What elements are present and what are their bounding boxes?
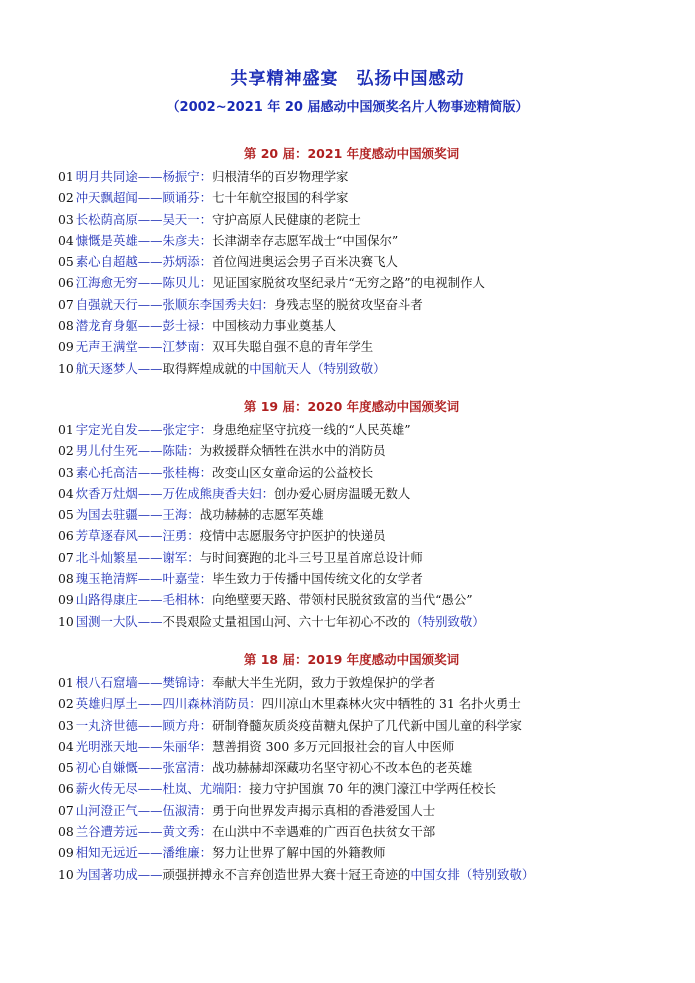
entry-number: 07: [58, 549, 74, 565]
list-item: [0, 483, 678, 504]
section-2021: [0, 144, 695, 379]
entry-number: 04: [58, 232, 74, 248]
entry-name: 杜岚、尤端阳：: [162, 781, 250, 797]
entry-name: 樊锦诗：: [162, 675, 213, 690]
entry-topic: 潜龙育身躯: [75, 318, 138, 334]
entry-number: 08: [58, 318, 74, 334]
entry-topic: 男儿付生死: [75, 443, 138, 459]
entry-tribute: （特别致敬）: [410, 613, 485, 629]
list-item: [0, 736, 678, 757]
list-item: [0, 568, 678, 589]
entry-description: 疫情中志愿服务守护医护的快递员: [199, 528, 386, 544]
entry-description: 归根清华的百岁物理学家: [212, 169, 349, 184]
list-item: [0, 187, 678, 208]
list-item: [0, 209, 678, 230]
entry-description: 见证国家脱贫攻坚纪录片“无穷之路”的电视制作人: [212, 275, 485, 291]
entry-topic: 炊香万灶烟: [75, 485, 138, 501]
entry-name: 张顺东李国秀夫妇：: [162, 296, 275, 312]
entry-name: 谢军：: [162, 549, 200, 565]
entry-topic: 无声王满堂: [75, 339, 138, 355]
section-2019: [0, 650, 695, 885]
entry-separator: ——: [137, 760, 163, 776]
entry-topic: 山路得康庄: [75, 592, 138, 608]
entry-number: 09: [58, 592, 74, 608]
entry-separator: ——: [137, 802, 163, 818]
list-item: [0, 821, 678, 842]
list-item: [0, 547, 678, 568]
entry-number: 02: [58, 696, 74, 712]
entry-description: 身残志坚的脱贫攻坚奋斗者: [274, 296, 423, 312]
entry-number: 01: [58, 675, 74, 690]
entry-separator: ——: [137, 254, 163, 270]
entry-name: 潘维廉：: [162, 845, 213, 861]
entry-separator: ——: [137, 675, 163, 690]
entry-name: 张富清：: [162, 760, 213, 776]
entry-separator: ——: [137, 275, 163, 291]
entry-description: 长津湖幸存志愿军战士“中国保尔”: [212, 232, 399, 248]
entry-number: 07: [58, 802, 74, 818]
entry-separator: ——: [137, 211, 163, 227]
entry-separator: ——: [137, 866, 163, 882]
section-heading: 第 18 届：2019 年度感动中国颁奖词: [243, 652, 460, 667]
entry-topic: 山河澄正气: [75, 802, 138, 818]
entry-name: 张定宇：: [162, 422, 213, 437]
list-item: [0, 864, 678, 885]
list-item: [0, 230, 678, 251]
entry-description: 奉献大半生光阴，致力于敦煌保护的学者: [212, 675, 436, 690]
list-item: [0, 589, 678, 610]
entry-name: 陈贝儿：: [162, 275, 213, 291]
entry-separator: ——: [137, 422, 163, 437]
entry-separator: ——: [137, 571, 163, 587]
list-item: [0, 757, 678, 778]
entry-topic: 航天逐梦人: [75, 360, 138, 376]
entry-number: 02: [58, 443, 74, 459]
entry-name: 汪勇：: [162, 528, 200, 544]
entry-number: 05: [58, 507, 74, 523]
entry-list: [0, 672, 695, 885]
entry-name: 叶嘉莹：: [162, 571, 213, 587]
entry-number: 06: [58, 528, 74, 544]
section-heading: 第 19 届：2020 年度感动中国颁奖词: [243, 399, 460, 414]
entry-separator: ——: [137, 696, 163, 712]
list-item: [0, 693, 678, 714]
list-item: [0, 272, 678, 293]
entry-description: 不畏艰险丈量祖国山河、六十七年初心不改的: [162, 613, 411, 629]
entry-tribute: 中国航天人（特别致敬）: [249, 360, 386, 376]
entry-name: 杨振宁：: [162, 169, 213, 184]
entry-list: [0, 419, 695, 632]
entry-number: 09: [58, 339, 74, 355]
entry-separator: ——: [137, 443, 163, 459]
entry-number: 05: [58, 760, 74, 776]
entry-description: 七十年航空报国的科学家: [212, 190, 349, 206]
entry-separator: ——: [137, 464, 163, 480]
entry-name: 顾诵芬：: [162, 190, 213, 206]
entry-name: 黄文秀：: [162, 824, 213, 840]
entry-name: 苏炳添：: [162, 254, 213, 270]
list-item: [0, 419, 678, 440]
entry-separator: ——: [137, 549, 163, 565]
entry-separator: ——: [137, 528, 163, 544]
entry-name: 张桂梅：: [162, 464, 213, 480]
entry-topic: 明月共同途: [75, 169, 138, 184]
entry-separator: ——: [137, 717, 163, 733]
entry-description: 毕生致力于传播中国传统文化的女学者: [212, 571, 423, 587]
entry-description: 首位闯进奥运会男子百米决赛飞人: [212, 254, 398, 270]
entry-number: 06: [58, 275, 74, 291]
list-item: [0, 440, 678, 461]
entry-topic: 根八石窟墙: [75, 675, 138, 690]
entry-separator: ——: [137, 360, 163, 376]
entry-topic: 冲天飘超闻: [75, 190, 138, 206]
list-item: [0, 778, 678, 799]
entry-separator: ——: [137, 318, 163, 334]
entry-description: 四川凉山木里森林火灾中牺牲的 31 名扑火勇士: [261, 696, 521, 712]
entry-description: 与时间赛跑的北斗三号卫星首席总设计师: [199, 549, 423, 565]
entry-topic: 芳草逐春风: [75, 528, 138, 544]
entry-number: 05: [58, 254, 74, 270]
entry-number: 10: [58, 866, 74, 882]
document-title: 共享精神盛宴 弘扬中国感动: [230, 69, 465, 89]
entry-topic: 长松荫高原: [75, 211, 138, 227]
entry-topic: 兰谷遭芳远: [75, 824, 138, 840]
entry-topic: 江海愈无穷: [75, 275, 138, 291]
list-item: [0, 294, 678, 315]
entry-topic: 一丸济世德: [75, 717, 138, 733]
list-item: [0, 525, 678, 546]
entry-description: 守护高原人民健康的老院士: [212, 211, 361, 227]
entry-name: 朱丽华：: [162, 738, 213, 754]
list-item: [0, 358, 678, 379]
list-item: [0, 672, 678, 693]
entry-description: 双耳失聪自强不息的青年学生: [212, 339, 374, 355]
entry-description: 努力让世界了解中国的外籍教师: [212, 845, 386, 861]
entry-name: 朱彦夫：: [162, 232, 213, 248]
entry-description: 勇于向世界发声揭示真相的香港爱国人士: [212, 802, 436, 818]
list-item: [0, 251, 678, 272]
entry-number: 08: [58, 571, 74, 587]
entry-separator: ——: [137, 824, 163, 840]
entry-name: 毛相林：: [162, 592, 213, 608]
list-item: [0, 462, 678, 483]
entry-name: 四川森林消防员：: [162, 696, 262, 712]
entry-description: 向绝壁要天路、带领村民脱贫致富的当代“愚公”: [212, 592, 473, 608]
entry-description: 取得辉煌成就的: [162, 360, 250, 376]
entry-number: 04: [58, 738, 74, 754]
entry-separator: ——: [137, 613, 163, 629]
entry-topic: 国测一大队: [75, 613, 138, 629]
entry-topic: 初心自嫌慨: [75, 760, 138, 776]
entry-name: 吴天一：: [162, 211, 213, 227]
entry-topic: 为国著功成: [75, 866, 138, 882]
section-heading: 第 20 届：2021 年度感动中国颁奖词: [243, 146, 460, 161]
entry-number: 09: [58, 845, 74, 861]
entry-separator: ——: [137, 485, 163, 501]
list-item: [0, 611, 678, 632]
list-item: [0, 842, 678, 863]
entry-topic: 自强就天行: [75, 296, 138, 312]
entry-description: 在山洪中不幸遇难的广西百色扶贫女干部: [212, 824, 436, 840]
entry-topic: 北斗灿繁星: [75, 549, 138, 565]
document-subtitle: （2002~2021 年 20 届感动中国颁奖名片人物事迹精简版）: [166, 100, 529, 115]
entry-name: 陈陆：: [162, 443, 200, 459]
entry-number: 01: [58, 169, 74, 184]
entry-description: 战功赫赫却深藏功名坚守初心不改本色的老英雄: [212, 760, 473, 776]
entry-description: 身患绝症坚守抗疫一线的“人民英雄”: [212, 422, 411, 437]
entry-number: 07: [58, 296, 74, 312]
entry-separator: ——: [137, 507, 163, 523]
entry-topic: 慷慨是英雄: [75, 232, 138, 248]
entry-description: 改变山区女童命运的公益校长: [212, 464, 374, 480]
entry-description: 创办爱心厨房温暖无数人: [274, 485, 411, 501]
entry-topic: 宇定光自发: [75, 422, 138, 437]
entry-separator: ——: [137, 232, 163, 248]
entry-separator: ——: [137, 339, 163, 355]
entry-separator: ——: [137, 169, 163, 184]
list-item: [0, 800, 678, 821]
entry-description: 慧善捐资 300 多万元回报社会的盲人中医师: [212, 738, 455, 754]
list-item: [0, 715, 678, 736]
entry-description: 研制脊髓灰质炎疫苗糖丸保护了几代新中国儿童的科学家: [212, 717, 522, 733]
entry-name: 伍淑清：: [162, 802, 213, 818]
entry-number: 08: [58, 824, 74, 840]
entry-number: 02: [58, 190, 74, 206]
entry-name: 万佐成熊庚香夫妇：: [162, 485, 275, 501]
entry-description: 中国核动力事业奠基人: [212, 318, 336, 334]
entry-topic: 光明涨天地: [75, 738, 138, 754]
list-item: [0, 504, 678, 525]
entry-topic: 相知无远近: [75, 845, 138, 861]
entry-number: 03: [58, 717, 74, 733]
entry-description: 为救援群众牺牲在洪水中的消防员: [199, 443, 386, 459]
section-2020: [0, 397, 695, 632]
entry-separator: ——: [137, 190, 163, 206]
entry-separator: ——: [137, 592, 163, 608]
list-item: [0, 315, 678, 336]
entry-list: [0, 166, 695, 379]
entry-description: 接力守护国旗 70 年的澳门濠江中学两任校长: [249, 781, 496, 797]
entry-description: 战功赫赫的志愿军英雄: [199, 507, 324, 523]
entry-name: 王海：: [162, 507, 200, 523]
list-item: [0, 166, 678, 187]
entry-topic: 英雄归厚土: [75, 696, 138, 712]
entry-number: 04: [58, 485, 74, 501]
entry-name: 顾方舟：: [162, 717, 213, 733]
entry-separator: ——: [137, 738, 163, 754]
list-item: [0, 336, 678, 357]
entry-name: 江梦南：: [162, 339, 213, 355]
entry-topic: 为国去驻疆: [75, 507, 138, 523]
entry-separator: ——: [137, 781, 163, 797]
entry-number: 03: [58, 464, 74, 480]
entry-tribute: 中国女排（特别致敬）: [410, 866, 535, 882]
entry-topic: 瑰玉艳清辉: [75, 571, 138, 587]
entry-topic: 素心自超越: [75, 254, 138, 270]
entry-number: 03: [58, 211, 74, 227]
entry-number: 10: [58, 613, 74, 629]
entry-separator: ——: [137, 845, 163, 861]
entry-number: 01: [58, 422, 74, 437]
entry-number: 10: [58, 360, 74, 376]
entry-separator: ——: [137, 296, 163, 312]
entry-number: 06: [58, 781, 74, 797]
entry-description: 顽强拼搏永不言弃创造世界大赛十冠王奇迹的: [162, 866, 411, 882]
entry-topic: 素心托高洁: [75, 464, 138, 480]
entry-name: 彭士禄：: [162, 318, 213, 334]
entry-topic: 薪火传无尽: [75, 781, 138, 797]
